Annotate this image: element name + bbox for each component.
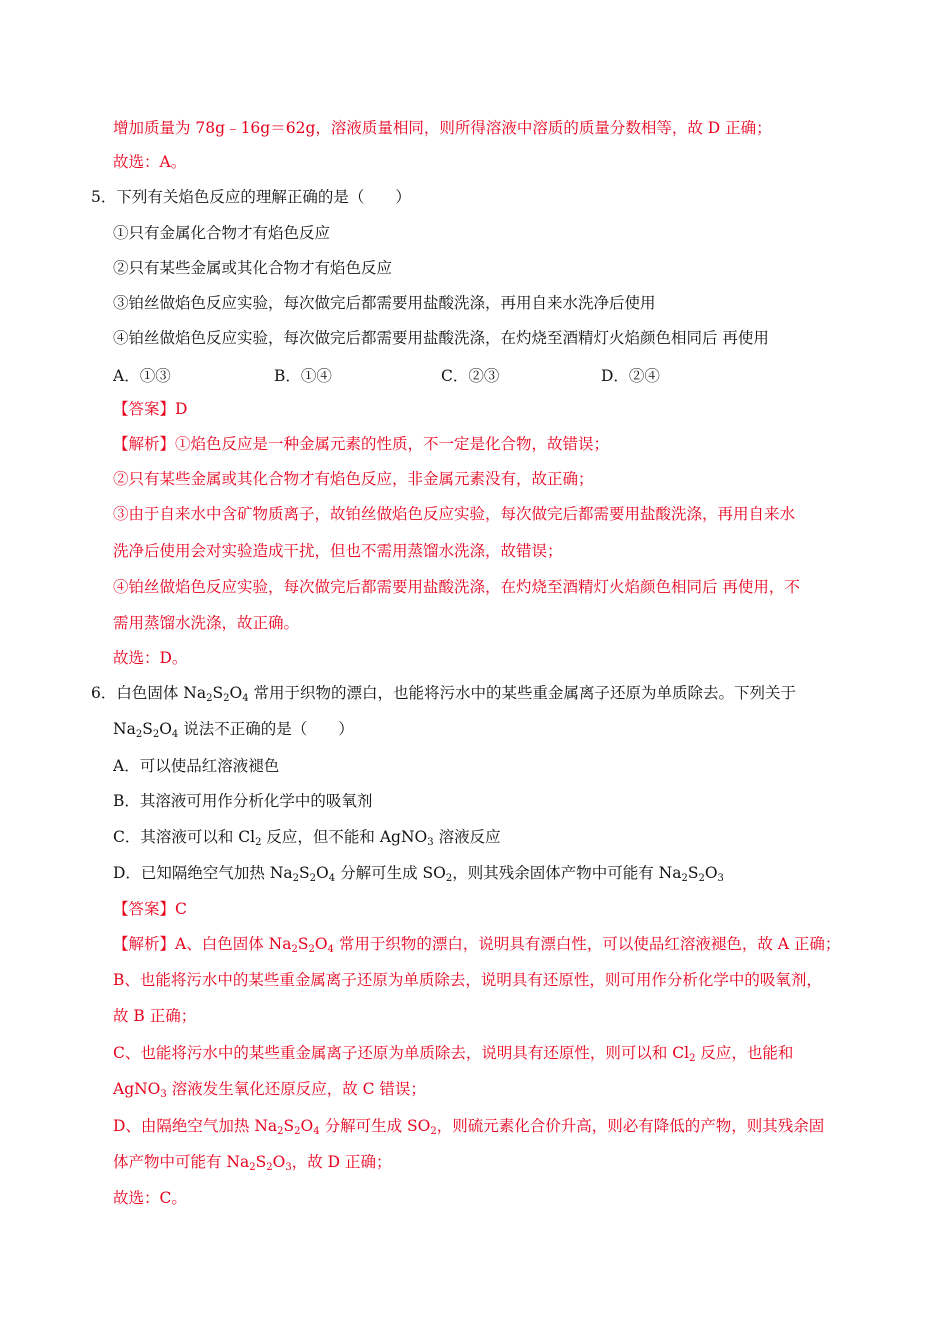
statement-3: ③铂丝做焰色反应实验，每次做完后都需要用盐酸洗涤，再用自来水洗净后使用: [113, 294, 656, 312]
analysis-line: 【解析】①焰色反应是一种金属元素的性质，不一定是化合物，故错误；: [113, 435, 610, 453]
option-d: D．②④: [601, 367, 660, 385]
option-c: C．②③: [441, 367, 500, 385]
option-b: B．其溶液可用作分析化学中的吸氧剂: [113, 792, 373, 810]
answer-value: C: [175, 900, 187, 918]
analysis-line: D、由隔绝空气加热 $Na_2S_2O_4$ 分解可生成 $SO_2$，则硫元素化合价升高，则必有降低的产物，则其残余固: [113, 1117, 825, 1137]
answer-line: [113, 899, 187, 919]
analysis-line: C、也能将污水中的某些重金属离子还原为单质除去，说明具有还原性，则可以和 $Cl_2$ 反应，也能和: [113, 1044, 794, 1064]
option-a: A．①③: [113, 367, 171, 385]
choose-line: 故选：D。: [113, 649, 188, 667]
answer-line: [113, 399, 187, 419]
analysis-line: ④铂丝做焰色反应实验，每次做完后都需要用盐酸洗涤，在灼烧至酒精灯火焰颜色相同后 再使用，不: [113, 578, 800, 596]
option-b: B．①④: [274, 367, 332, 385]
analysis-line: AgNO$_3$ 溶液发生氧化还原反应，故 C 错误；: [113, 1080, 426, 1100]
option-c: C．其溶液可以和 $Cl_2$ 反应，但不能和 AgNO$_3$ 溶液反应: [113, 828, 501, 848]
analysis-line: B、也能将污水中的某些重金属离子还原为单质除去，说明具有还原性，则可用作分析化学中的吸氧剂，: [113, 971, 822, 989]
option-d: D．已知隔绝空气加热 $Na_2S_2O_4$ 分解可生成 $SO_2$，则其残余固体产物中可能有 $Na_2S_2O_3$: [113, 864, 724, 884]
option-a: A．可以使品红溶液褪色: [113, 757, 280, 775]
answer-label: 【答案】: [113, 400, 176, 418]
analysis-label: 【解析】: [113, 435, 176, 453]
analysis-line: 【解析】A、白色固体 $Na_2S_2O_4$ 常用于织物的漂白，说明具有漂白性，可以使品红溶液褪色，故 A 正确；: [113, 935, 841, 955]
analysis-line: ③由于自来水中含矿物质离子，故铂丝做焰色反应实验，每次做完后都需要用盐酸洗涤，再用自来水: [113, 505, 796, 523]
analysis-line: 体产物中可能有 $Na_2S_2O_3$，故 D 正确；: [113, 1153, 392, 1173]
question-6-stem: 6．白色固体 $Na_2S_2O_4$ 常用于织物的漂白，也能将污水中的某些重金属离子还原为单质除去。下列关于: [91, 684, 797, 704]
choose-line: 故选：C。: [113, 1189, 187, 1207]
analysis-label: 【解析】: [113, 935, 176, 953]
answer-label: 【答案】: [113, 900, 176, 918]
analysis-line: 洗净后使用会对实验造成干扰，但也不需用蒸馏水洗涤，故错误；: [113, 542, 563, 560]
answer-value: D: [175, 400, 188, 418]
statement-4: ④铂丝做焰色反应实验，每次做完后都需要用盐酸洗涤，在灼烧至酒精灯火焰颜色相同后 再使用: [113, 329, 769, 347]
statement-2: ②只有某些金属或其化合物才有焰色反应: [113, 259, 393, 277]
question-6-stem-cont: $Na_2S_2O_4$ 说法不正确的是（ ）: [113, 720, 354, 740]
analysis-line: 需用蒸馏水洗涤，故正确。: [113, 614, 300, 632]
choose-line: 故选：A。: [113, 153, 187, 171]
analysis-line: 故 B 正确；: [113, 1007, 197, 1025]
statement-1: ①只有金属化合物才有焰色反应: [113, 224, 331, 242]
analysis-line: 增加质量为 78g﹣16g＝62g，溶液质量相同，则所得溶液中溶质的质量分数相等，故 D 正确；: [113, 119, 772, 137]
analysis-line: ②只有某些金属或其化合物才有焰色反应，非金属元素没有，故正确；: [113, 470, 594, 488]
question-5-stem: 5．下列有关焰色反应的理解正确的是（ ）: [91, 188, 411, 206]
